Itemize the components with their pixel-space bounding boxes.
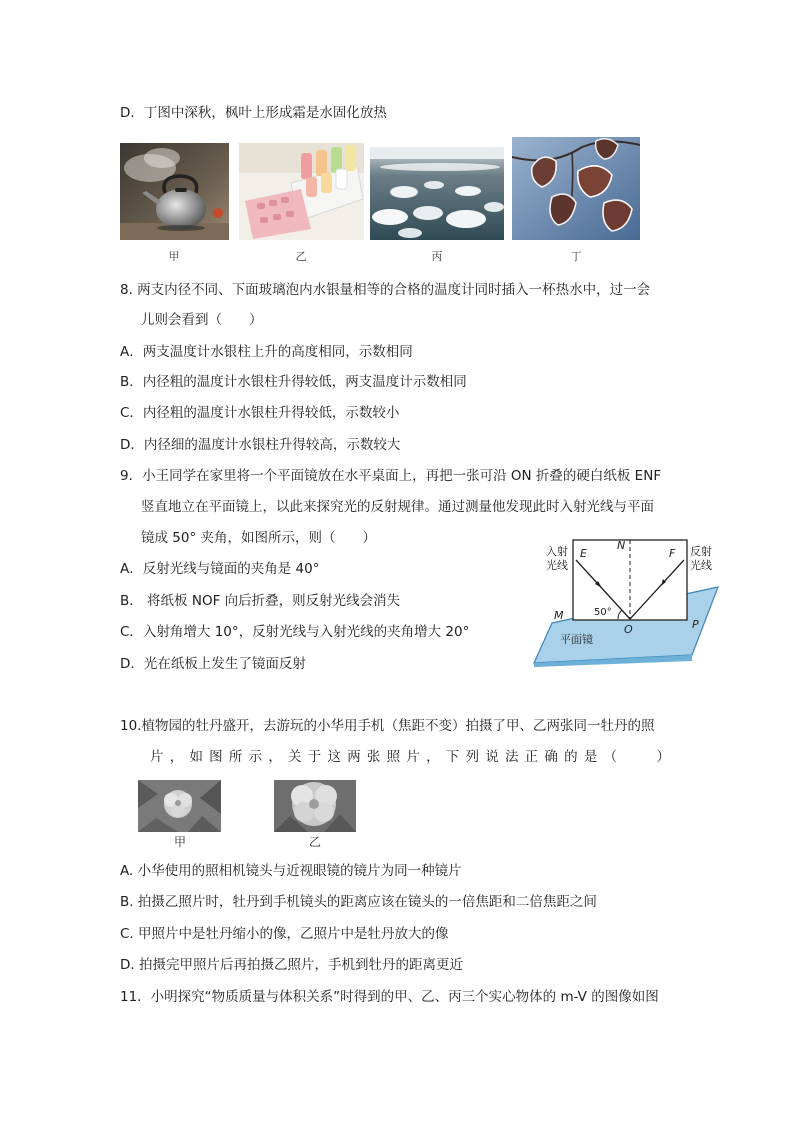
q10-option-a: A. 小华使用的照相机镜头与近视眼镜的镜片为同一种镜片 <box>120 863 462 879</box>
mirror-label: 平面镜 <box>560 633 593 646</box>
q9-option-b: B． 将纸板 NOF 向后折叠，则反射光线会消失 <box>120 593 401 609</box>
q10-line2-char <box>623 747 650 767</box>
q10-line2-char: ， <box>268 749 282 765</box>
q10-line2-char: 图 <box>209 749 223 765</box>
label-o: O <box>624 623 633 636</box>
angle-label: 50° <box>594 607 612 618</box>
q8-stem-line2: 儿则会看到（ ） <box>141 312 263 328</box>
photo-kettle <box>120 143 229 240</box>
q10-stem-line1: 10.植物园的牡丹盛开，去游玩的小华用手机（焦距不变）拍摄了甲、乙两张同一牡丹的照 <box>120 718 655 734</box>
photo-caption-bing: 丙 <box>431 250 443 263</box>
incident-label-1: 入射 <box>546 545 568 558</box>
q10-option-d: D. 拍摄完甲照片后再拍摄乙照片，手机到牡丹的距离更近 <box>120 957 463 973</box>
label-f: F <box>669 547 676 560</box>
label-e: E <box>580 547 587 560</box>
peony-photo-yi <box>274 780 356 832</box>
photo-frosted-leaves <box>512 137 640 240</box>
q8-option-c: C．内径粗的温度计水银柱升得较低，示数较小 <box>120 405 400 421</box>
q9-stem-line3: 镜成 50° 夹角，如图所示，则（ ） <box>141 530 377 546</box>
q10-line2-char: 两 <box>347 749 361 765</box>
q9-stem-line1: 9．小王同学在家里将一个平面镜放在水平桌面上，再把一张可沿 ON 折叠的硬白纸板 ENF <box>120 468 662 484</box>
q8-stem-line1: 8. 两支内径不同、下面玻璃泡内水银量相等的合格的温度计同时插入一杯热水中，过一会 <box>120 282 651 298</box>
label-n: N <box>617 539 626 552</box>
q10-line2-char: 确 <box>544 749 558 765</box>
q9-option-d: D．光在纸板上发生了镜面反射 <box>120 656 306 672</box>
q11-stem-line1: 11．小明探究“物质质量与体积关系”时得到的甲、乙、丙三个实心物体的 m-V 的图像如图 <box>120 989 659 1005</box>
q10-line2-char: 于 <box>307 749 322 765</box>
reflected-label-2: 光线 <box>690 559 712 572</box>
q10-line2-char: 的 <box>564 749 578 765</box>
q10-option-c: C. 甲照片中是牡丹缩小的像，乙照片中是牡丹放大的像 <box>120 926 449 942</box>
q9-option-c: C．入射角增大 10°，反射光线与入射光线的夹角增大 20° <box>120 624 470 640</box>
photo-ice-water <box>370 147 504 240</box>
peony-photo-jia <box>138 780 221 832</box>
q10-line2-char: 示 <box>248 749 263 765</box>
q10-line2-char: 所 <box>228 749 243 765</box>
photo-caption-ding: 丁 <box>570 250 582 263</box>
q8-option-b: B．内径粗的温度计水银柱升得较低，两支温度计示数相同 <box>120 374 467 390</box>
photo-caption-jia: 甲 <box>168 250 180 263</box>
q9-option-a: A．反射光线与镜面的夹角是 40° <box>120 561 320 577</box>
q10-line2-char: 正 <box>524 749 539 765</box>
q8-option-a: A．两支温度计水银柱上升的高度相同，示数相同 <box>120 344 413 360</box>
q10-line2-char: 下 <box>445 749 460 765</box>
reflected-label-1: 反射 <box>690 545 712 558</box>
q10-line2-char: 如 <box>189 749 203 765</box>
q10-line2-char: ， <box>169 749 184 765</box>
q10-line2-char: 张 <box>366 749 381 765</box>
q10-line2-char: （ <box>603 749 618 765</box>
photo-ice-pops <box>239 143 364 240</box>
q8-option-d: D．内径细的温度计水银柱升得较高，示数较大 <box>120 437 401 453</box>
incident-label-2: 光线 <box>546 559 568 572</box>
q10-line2-char: 这 <box>327 749 341 765</box>
q10-line2-char: 片 <box>150 749 164 765</box>
q10-line2-char: 是 <box>583 749 598 765</box>
photo-caption-yi: 乙 <box>295 250 307 263</box>
reflection-diagram <box>532 535 722 667</box>
q10-line2-char: ） <box>656 749 670 765</box>
peony-caption-jia: 甲 <box>173 835 186 849</box>
q10-line2-char: 照 <box>386 749 401 765</box>
q10-line2-char: 片 <box>406 749 420 765</box>
q9-stem-line2: 竖直地立在平面镜上，以此来探究光的反射规律。通过测量他发现此时入射光线与平面 <box>141 499 654 515</box>
label-m: M <box>554 609 564 622</box>
q10-option-b: B. 拍摄乙照片时，牡丹到手机镜头的距离应该在镜头的一倍焦距和二倍焦距之间 <box>120 894 597 910</box>
q10-line2-char: 说 <box>485 749 499 765</box>
q10-line2-char: 关 <box>288 749 302 765</box>
q10-stem-line2 <box>150 747 670 767</box>
label-p: P <box>692 618 699 631</box>
peony-caption-yi: 乙 <box>308 835 321 849</box>
q10-line2-char: 法 <box>504 749 519 765</box>
q10-line2-char: 列 <box>465 749 479 765</box>
q7-option-d: D．丁图中深秋，枫叶上形成霜是水固化放热 <box>120 105 387 121</box>
q10-line2-char: ， <box>426 749 440 765</box>
